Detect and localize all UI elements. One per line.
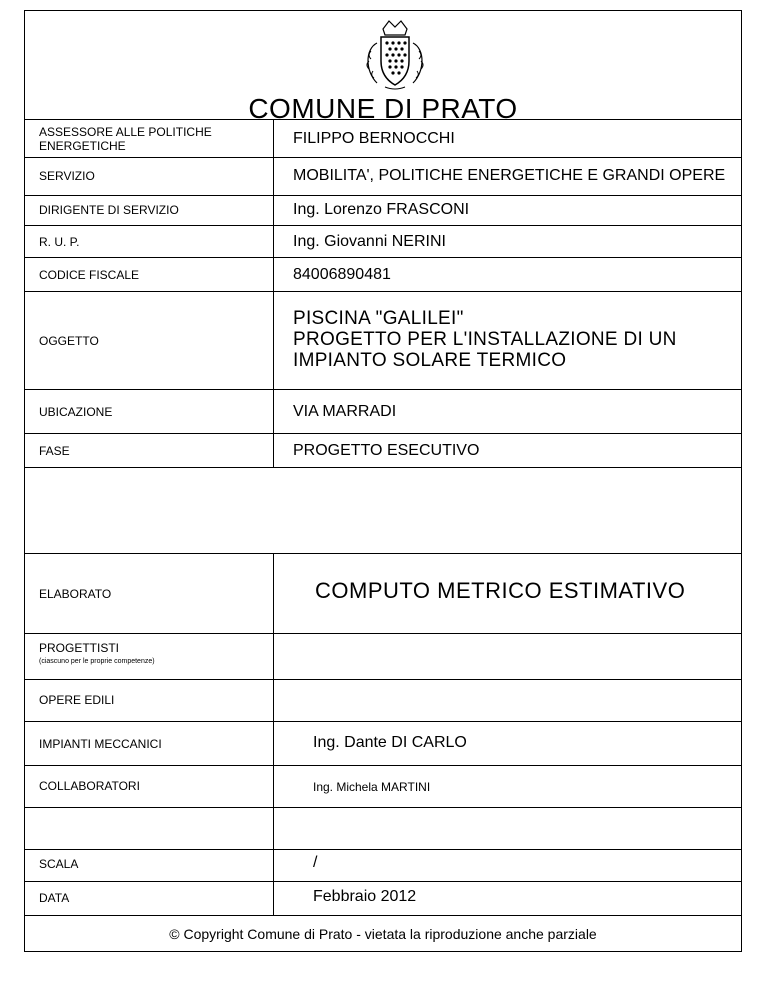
divider [25, 119, 741, 120]
value-scala: / [313, 854, 318, 871]
label-progettisti: PROGETTISTI [39, 641, 120, 655]
label-elaborato: ELABORATO [39, 587, 112, 601]
divider [25, 633, 741, 634]
divider [25, 467, 741, 468]
value-servizio: MOBILITA', POLITICHE ENERGETICHE E GRANDI OPERE [293, 167, 726, 184]
divider [25, 553, 741, 554]
value-assessore: FILIPPO BERNOCCHI [293, 130, 455, 147]
value-fase: PROGETTO ESECUTIVO [293, 442, 480, 459]
title-block-sheet [24, 10, 742, 952]
value-data: Febbraio 2012 [313, 888, 417, 905]
divider [25, 433, 741, 434]
label-opere-edili: OPERE EDILI [39, 693, 115, 707]
column-divider [273, 119, 274, 389]
divider [25, 721, 741, 722]
value-impianti: Ing. Dante DI CARLO [313, 734, 467, 751]
divider [25, 915, 741, 916]
value-rup: Ing. Giovanni NERINI [293, 233, 446, 250]
label-oggetto: OGGETTO [39, 334, 99, 348]
label-ubicazione: UBICAZIONE [39, 405, 113, 419]
value-collaboratori: Ing. Michela MARTINI [313, 780, 431, 794]
copyright-notice: © Copyright Comune di Prato - vietata la riproduzione anche parziale [169, 926, 597, 942]
label-codice-fiscale: CODICE FISCALE [39, 268, 140, 282]
column-divider [273, 553, 274, 915]
page-title: COMUNE DI PRATO [248, 93, 518, 124]
value-dirigente: Ing. Lorenzo FRASCONI [293, 201, 470, 218]
label-rup: R. U. P. [39, 235, 80, 249]
divider [25, 291, 741, 292]
divider [25, 195, 741, 196]
label-impianti: IMPIANTI MECCANICI [39, 737, 162, 751]
label-progettisti-note: (ciascuno per le proprie competenze) [39, 658, 155, 665]
label-servizio: SERVIZIO [39, 169, 95, 183]
label-collaboratori: COLLABORATORI [39, 779, 140, 793]
divider [25, 849, 741, 850]
value-oggetto: PISCINA "GALILEI" PROGETTO PER L'INSTALLAZIONE DI UN IMPIANTO SOLARE TERMICO [293, 308, 677, 371]
divider [25, 257, 741, 258]
value-ubicazione: VIA MARRADI [293, 403, 397, 420]
coat-of-arms-icon [355, 15, 435, 95]
divider [25, 765, 741, 766]
label-fase: FASE [39, 444, 70, 458]
label-assessore: ASSESSORE ALLE POLITICHE ENERGETICHE [39, 125, 212, 153]
column-divider [273, 389, 274, 467]
divider [25, 389, 741, 390]
divider [25, 807, 741, 808]
label-dirigente: DIRIGENTE DI SERVIZIO [39, 203, 179, 217]
divider [25, 881, 741, 882]
label-scala: SCALA [39, 857, 79, 871]
divider [25, 225, 741, 226]
divider [25, 157, 741, 158]
value-elaborato: COMPUTO METRICO ESTIMATIVO [315, 578, 686, 603]
divider [25, 679, 741, 680]
value-codice-fiscale: 84006890481 [293, 266, 391, 283]
label-data: DATA [39, 891, 70, 905]
